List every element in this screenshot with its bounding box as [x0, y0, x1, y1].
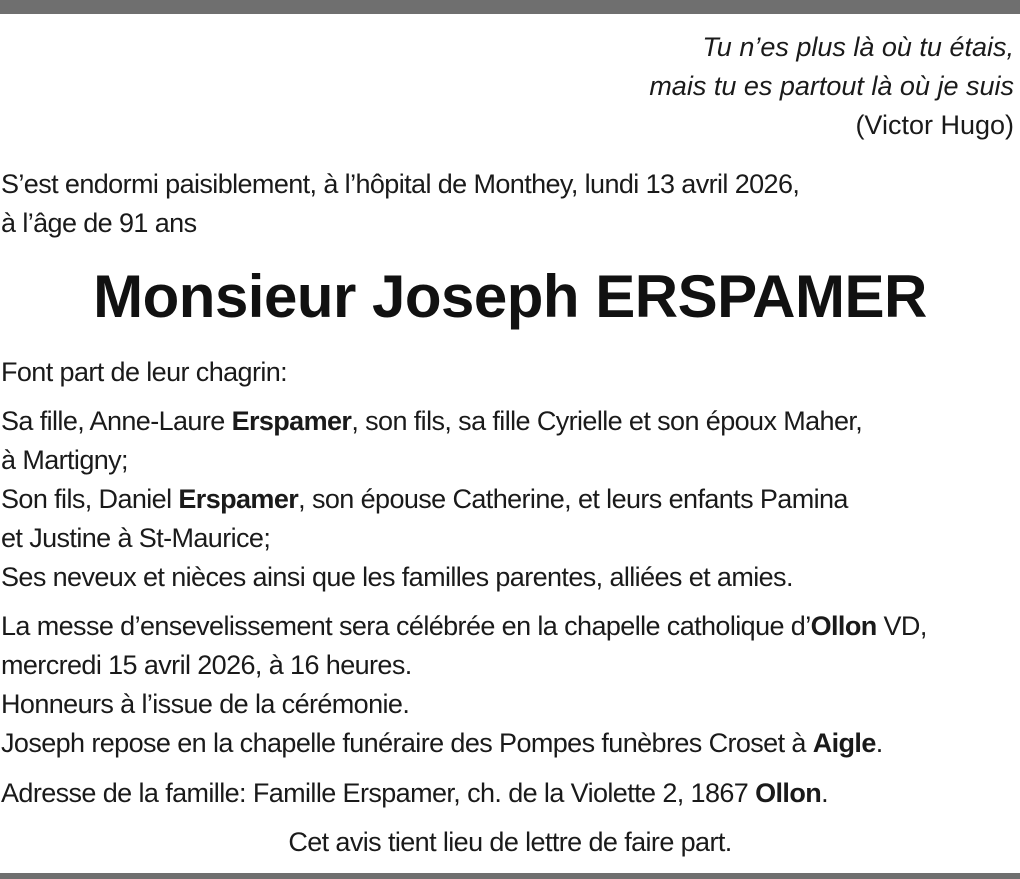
family-line-2: à Martigny;	[1, 445, 128, 475]
family-line-3-surname: Erspamer	[178, 484, 299, 514]
address-pre: Adresse de la famille: Famille Erspamer, ch. de la Violette 2, 1867	[1, 778, 756, 808]
ceremony-line-3: Honneurs à l’issue de la cérémonie.	[1, 689, 410, 719]
ceremony-line-1	[1, 607, 927, 646]
quote-line-1: Tu n’es plus là où tu étais,	[702, 32, 1014, 62]
address-town: Ollon	[755, 778, 822, 808]
quote-author: (Victor Hugo)	[855, 110, 1014, 140]
ceremony-line-2: mercredi 15 avril 2026, à 16 heures.	[1, 650, 412, 680]
grief-intro: Font part de leur chagrin:	[1, 357, 288, 387]
ceremony-line-1-pre: La messe d’ensevelissement sera célébrée en la chapelle catholique d’	[1, 611, 811, 641]
address-post: .	[821, 778, 829, 808]
bottom-rule	[0, 873, 1020, 879]
funeral-home-town: Aigle	[812, 728, 876, 758]
family-line-3-pre: Son fils, Daniel	[1, 484, 179, 514]
ceremony-line-4-post: .	[875, 728, 883, 758]
intro-line-2: à l’âge de 91 ans	[1, 208, 197, 238]
deceased-name: Monsieur Joseph ERSPAMER	[93, 263, 927, 330]
epigraph-quote	[649, 28, 1014, 145]
family-line-5: Ses neveux et nièces ainsi que les familles parentes, alliées et amies.	[1, 562, 793, 592]
family-address	[1, 774, 828, 813]
top-rule	[0, 0, 1020, 14]
family-line-1	[1, 402, 862, 441]
ceremony-location: Ollon	[810, 611, 877, 641]
family-line-3	[1, 480, 848, 519]
closing-note: Cet avis tient lieu de lettre de faire part.	[288, 827, 732, 857]
ceremony-line-1-post: VD,	[876, 611, 927, 641]
quote-line-2: mais tu es partout là où je suis	[649, 71, 1014, 101]
family-line-1-pre: Sa fille, Anne-Laure	[1, 406, 232, 436]
ceremony-line-4-pre: Joseph repose en la chapelle funéraire des Pompes funèbres Croset à	[1, 728, 813, 758]
family-line-1-surname: Erspamer	[231, 406, 352, 436]
family-line-1-post: , son fils, sa fille Cyrielle et son époux Maher,	[351, 406, 863, 436]
family-line-4: et Justine à St-Maurice;	[1, 523, 271, 553]
ceremony-line-4	[1, 724, 883, 763]
intro-line-1: S’est endormi paisiblement, à l’hôpital de Monthey, lundi 13 avril 2026,	[1, 169, 800, 199]
family-line-3-post: , son épouse Catherine, et leurs enfants Pamina	[298, 484, 848, 514]
